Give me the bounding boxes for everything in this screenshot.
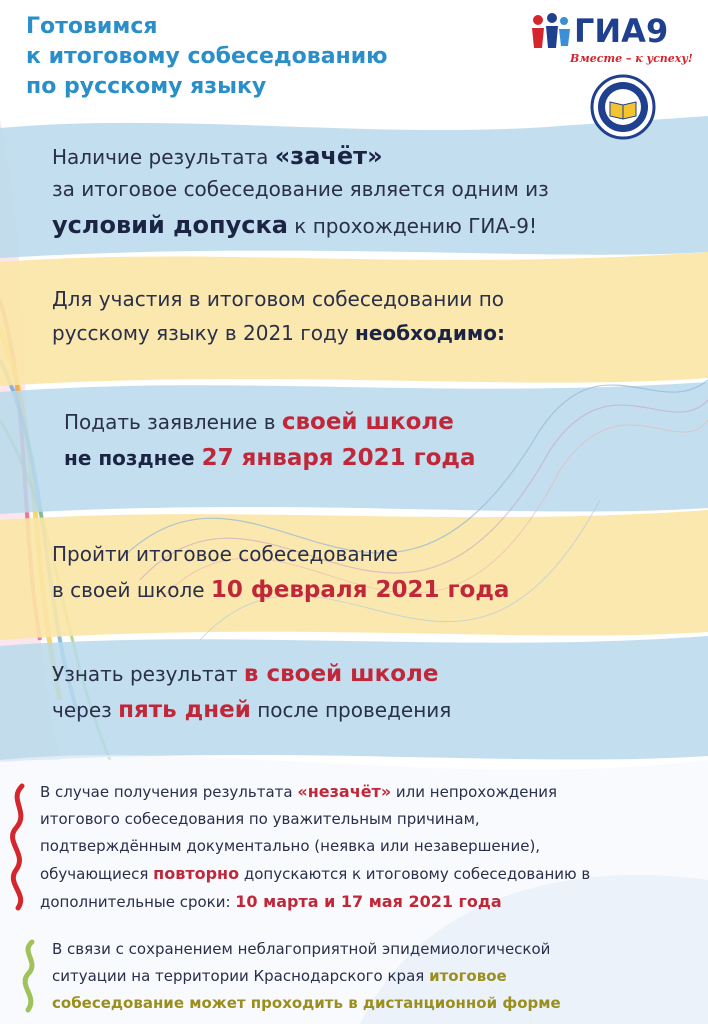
school-highlight: своей школе <box>281 409 454 435</box>
dates-highlight: 10 марта и 17 мая 2021 года <box>235 892 502 911</box>
text: через <box>52 698 119 722</box>
block-interview-date <box>52 536 652 608</box>
logo-slogan: Вместе – к успеху! <box>570 52 693 65</box>
text: допускаются к итоговому собеседованию в <box>239 865 591 883</box>
block-nezachet <box>40 778 708 916</box>
text: дополнительные сроки: <box>40 893 236 911</box>
title-line-2: к итоговому собеседованию <box>26 44 388 69</box>
zachet-highlight: «зачёт» <box>274 142 383 170</box>
date-highlight: 27 января 2021 года <box>201 445 476 471</box>
text: за итоговое собеседование является одним из <box>52 177 549 201</box>
school-highlight: в своей школе <box>243 661 439 687</box>
text: Наличие результата <box>52 145 275 169</box>
book-emblem-icon <box>590 74 656 140</box>
text: Пройти итоговое собеседование <box>52 542 398 566</box>
text: итогового собеседования по уважительным причинам, <box>40 810 480 828</box>
text: ситуации на территории Краснодарского края <box>52 967 430 985</box>
text: В связи с сохранением неблагоприятной эпидемиологической <box>52 940 551 958</box>
text: не позднее <box>64 446 202 470</box>
block-application <box>64 404 624 476</box>
days-highlight: пять дней <box>118 697 251 723</box>
text: подтверждённым документально (неявка или незавершение), <box>40 837 541 855</box>
remote-highlight: итоговое <box>429 967 507 985</box>
text: Для участия в итоговом собеседовании по <box>52 287 505 311</box>
text: русскому языку в 2021 году <box>52 321 356 345</box>
block-result <box>52 656 652 728</box>
green-squiggle-icon <box>18 938 42 1018</box>
title-line-1: Готовимся <box>26 14 158 39</box>
red-squiggle-icon <box>6 782 32 912</box>
block-participation <box>52 282 672 350</box>
text: В случае получения результата <box>40 783 298 801</box>
condition-highlight: условий допуска <box>52 211 288 239</box>
again-highlight: повторно <box>153 864 240 883</box>
block-epidemic-notice <box>52 936 692 1017</box>
text: к прохождению ГИА-9! <box>287 214 538 238</box>
people-figures-icon <box>528 12 574 52</box>
title-line-3: по русскому языку <box>26 74 267 99</box>
page-title <box>26 12 388 102</box>
text: после проведения <box>250 698 452 722</box>
remote-highlight: собеседование может проходить в дистанционной форме <box>52 994 561 1012</box>
text: Узнать результат <box>52 662 244 686</box>
text: в своей школе <box>52 578 211 602</box>
text: Подать заявление в <box>64 410 282 434</box>
gia9-logo <box>528 10 698 70</box>
date-highlight: 10 февраля 2021 года <box>210 577 510 603</box>
text: обучающиеся <box>40 865 154 883</box>
block-zachet-condition <box>52 140 672 246</box>
necessary-highlight: необходимо: <box>355 321 506 345</box>
text: или непрохождения <box>391 783 558 801</box>
logo-text: ГИА9 <box>574 12 669 50</box>
nezachet-highlight: «незачёт» <box>297 782 392 801</box>
